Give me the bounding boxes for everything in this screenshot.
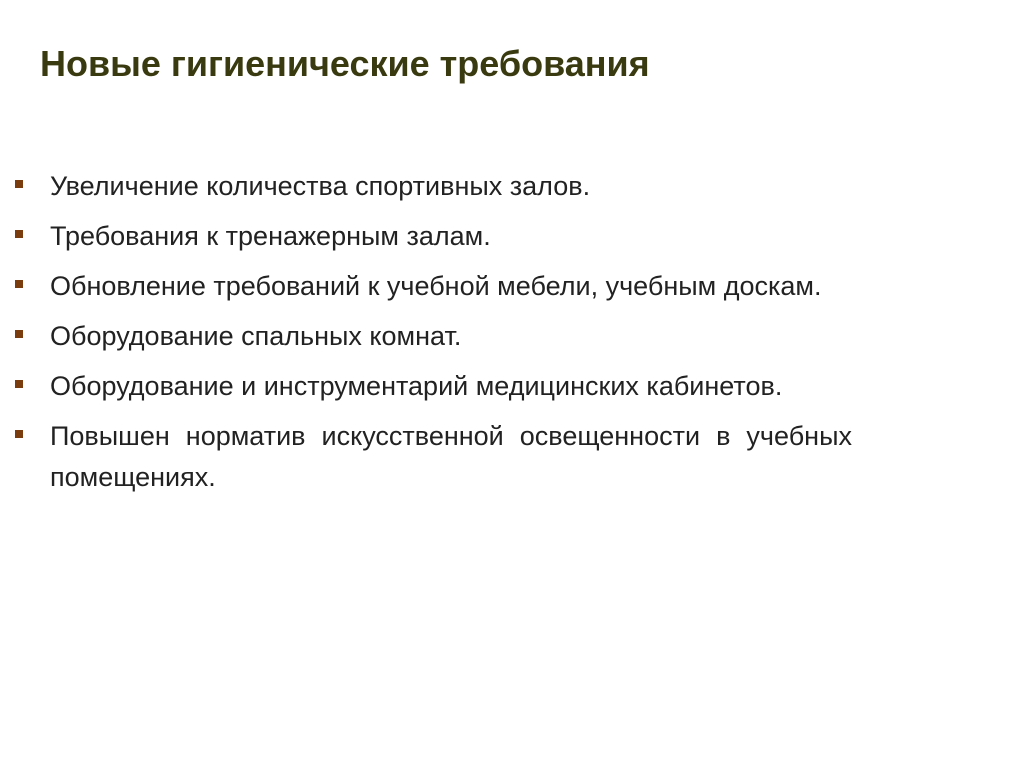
slide-title: Новые гигиенические требования: [40, 43, 650, 84]
list-item-text: Повышен норматив искусственной освещенности в учебных помещениях.: [50, 421, 852, 492]
list-item: [12, 166, 852, 207]
square-bullet-icon: [15, 230, 23, 238]
square-bullet-icon: [15, 280, 23, 288]
square-bullet-icon: [15, 380, 23, 388]
list-item-text: Требования к тренажерным залам.: [50, 221, 491, 251]
list-item-text: Оборудование спальных комнат.: [50, 321, 462, 351]
list-item: [12, 416, 852, 498]
list-item: [12, 316, 852, 357]
bullet-list: [12, 166, 852, 507]
list-item: [12, 266, 852, 307]
list-item: [12, 216, 852, 257]
square-bullet-icon: [15, 180, 23, 188]
list-item: [12, 366, 852, 407]
list-item-text: Оборудование и инструментарий медицинских кабинетов.: [50, 371, 783, 401]
square-bullet-icon: [15, 430, 23, 438]
square-bullet-icon: [15, 330, 23, 338]
list-item-text: Увеличение количества спортивных залов.: [50, 171, 591, 201]
list-item-text: Обновление требований к учебной мебели, учебным доскам.: [50, 271, 822, 301]
